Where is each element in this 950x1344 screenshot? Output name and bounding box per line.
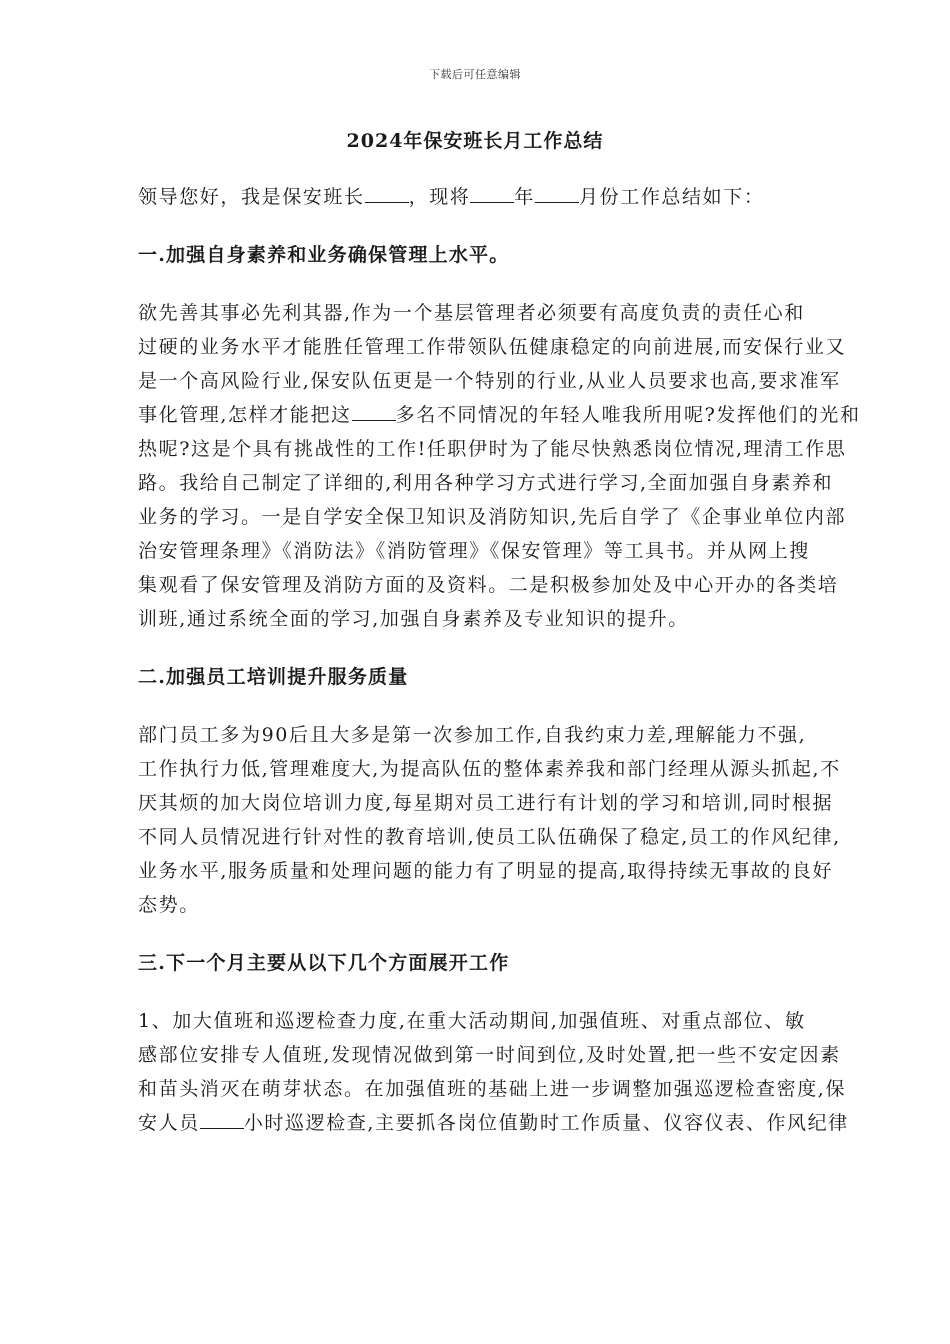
paragraph-line: 1、加大值班和巡逻检查力度,在重大活动期间,加强值班、对重点部位、敏 xyxy=(138,1010,806,1032)
document-title: 2024年保安班长月工作总结 xyxy=(346,130,604,152)
greeting-text-4: 月份工作总结如下： xyxy=(579,186,765,208)
greeting-line xyxy=(138,180,862,214)
greeting-text-1: 领导您好，我是保安班长 xyxy=(138,186,365,208)
section-heading-3: 三.下一个月主要从以下几个方面展开工作 xyxy=(138,952,510,974)
paragraph-line-text: 小时巡逻检查,主要抓各岗位值勤时工作质量、仪容仪表、作风纪律 xyxy=(243,1112,849,1134)
section-heading-2: 二.加强员工培训提升服务质量 xyxy=(138,666,409,688)
paragraph-line-text: 多名不同情况的年轻人唯我所用呢?发挥他们的光和 xyxy=(395,404,861,426)
blank-field xyxy=(352,402,396,421)
paragraph-line: 业务水平,服务质量和处理问题的能力有了明显的提高,取得持续无事故的良好 xyxy=(138,860,834,882)
greeting-text-3: 年 xyxy=(514,186,536,208)
paragraph-line: 业务的学习。一是自学安全保卫知识及消防知识,先后自学了《企事业单位内部 xyxy=(138,506,847,528)
blank-field xyxy=(535,184,579,203)
paragraph-line xyxy=(138,1106,862,1140)
paragraph-line: 和苗头消灭在萌芽状态。在加强值班的基础上进一步调整加强巡逻检查密度,保 xyxy=(138,1078,847,1100)
paragraph-line: 是一个高风险行业,保安队伍更是一个特别的行业,从业人员要求也高,要求准军 xyxy=(138,370,841,392)
paragraph-line: 工作执行力低,管理难度大,为提高队伍的整体素养我和部门经理从源头抓起,不 xyxy=(138,758,841,780)
paragraph-line: 态势。 xyxy=(138,894,200,916)
paragraph-line: 感部位安排专人值班,发现情况做到第一时间到位,及时处置,把一些不安定因素 xyxy=(138,1044,841,1066)
paragraph-line: 治安管理条理》《消防法》《消防管理》《保安管理》等工具书。并从网上搜 xyxy=(138,540,810,562)
paragraph-line: 厌其烦的加大岗位培训力度,每星期对员工进行有计划的学习和培训,同时根据 xyxy=(138,792,834,814)
paragraph-line: 集观看了保安管理及消防方面的及资料。二是积极参加处及中心开办的各类培 xyxy=(138,574,839,596)
header-note: 下载后可任意编辑 xyxy=(429,68,521,81)
greeting-text-2: ，现将 xyxy=(408,186,471,208)
paragraph-line: 部门员工多为90后且大多是第一次参加工作,自我约束力差,理解能力不强, xyxy=(138,724,807,746)
paragraph-line: 欲先善其事必先利其器,作为一个基层管理者必须要有高度负责的责任心和 xyxy=(138,302,805,324)
paragraph-line: 路。我给自己制定了详细的,利用各种学习方式进行学习,全面加强自身素养和 xyxy=(138,472,834,494)
document-body xyxy=(138,180,862,1140)
paragraph-line: 热呢?这是个具有挑战性的工作!任职伊时为了能尽快熟悉岗位情况,理清工作思 xyxy=(138,438,847,460)
paragraph-line xyxy=(138,398,862,432)
paragraph-line-text: 安人员 xyxy=(138,1112,200,1134)
paragraph-line: 不同人员情况进行针对性的教育培训,使员工队伍确保了稳定,员工的作风纪律, xyxy=(138,826,841,848)
paragraph-line-text: 事化管理,怎样才能把这 xyxy=(138,404,352,426)
blank-field xyxy=(365,184,409,203)
paragraph-line: 训班,通过系统全面的学习,加强自身素养及专业知识的提升。 xyxy=(138,608,689,630)
paragraph-line: 过硬的业务水平才能胜任管理工作带领队伍健康稳定的向前进展,而安保行业又 xyxy=(138,336,847,358)
blank-field xyxy=(200,1110,244,1129)
blank-field xyxy=(470,184,514,203)
section-heading-1: 一.加强自身素养和业务确保管理上水平。 xyxy=(138,244,510,266)
